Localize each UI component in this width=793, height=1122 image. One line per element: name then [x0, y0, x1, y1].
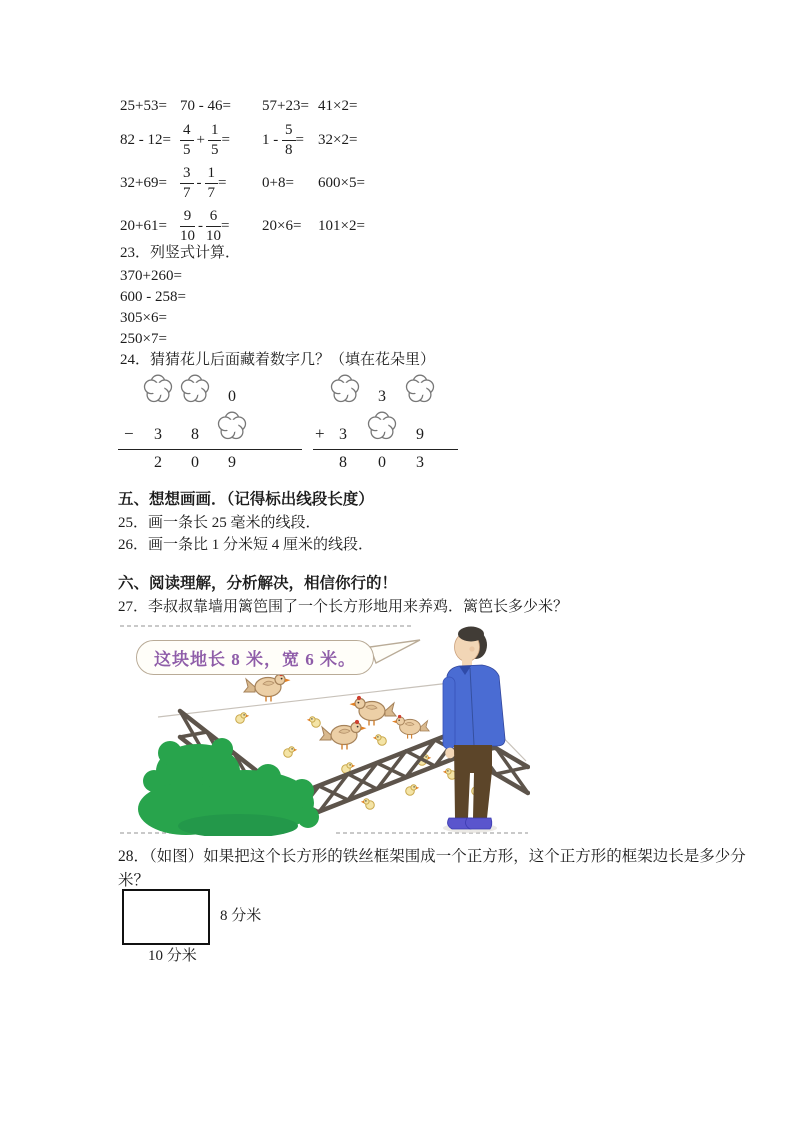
q27-text: 27．李叔叔靠墙用篱笆围了一个长方形地用来养鸡．篱笆长多少米？ [118, 599, 569, 615]
q24-addition-puzzle [313, 370, 485, 476]
sum-line [118, 449, 302, 450]
q23-item: 370+260= [120, 268, 182, 284]
q28-rectangle [122, 889, 210, 945]
puzzle-digit: 9 [416, 426, 424, 443]
puzzle-operator: + [315, 424, 325, 443]
oral-problem: 82 - 12= [120, 131, 171, 148]
oral-problem: 20+61= [120, 217, 167, 234]
puzzle-digit: 3 [154, 426, 162, 443]
person [443, 627, 505, 834]
q27-illustration [118, 621, 530, 836]
oral-row-2 [120, 118, 357, 162]
q28-text: 28．（如图）如果把这个长方形的铁丝框架围成一个正方形，这个正方形的框架边长是多少分米？ [118, 848, 746, 889]
q23-item: 305×6= [120, 310, 167, 326]
oral-problem: 600×5= [318, 174, 365, 191]
flower-icon [213, 409, 251, 443]
section6-title: 六、阅读理解，分析解决，相信你行的！ [118, 575, 398, 592]
puzzle-digit: 3 [378, 388, 386, 405]
puzzle-digit: 3 [416, 454, 424, 471]
hen-icon [244, 672, 429, 750]
sum-line [313, 449, 458, 450]
oral-problem: 70 - 46= [180, 97, 231, 114]
flower-icon [326, 372, 364, 406]
oral-problem: 57+23= [262, 97, 309, 114]
puzzle-operator: − [124, 424, 134, 443]
oral-problem-fraction: $\frac{9}{10}$ - $\frac{6}{10}$ = [180, 208, 230, 244]
q23-title: 23．列竖式计算． [120, 245, 241, 261]
oral-problem: 41×2= [318, 97, 358, 114]
flower-icon [176, 372, 214, 406]
q28-bottom-label: 10 分米 [148, 948, 197, 964]
flower-icon [401, 372, 439, 406]
oral-row-3 [120, 161, 365, 205]
oral-problem-fraction: 1 - $\frac{5}{8}$ = [262, 122, 304, 158]
oral-problem: 20×6= [262, 217, 302, 234]
q28-side-label: 8 分米 [220, 908, 262, 924]
puzzle-digit: 0 [191, 454, 199, 471]
oral-row-4 [120, 204, 365, 248]
puzzle-digit: 9 [228, 454, 236, 471]
speech-text: 这块地长 8 米，宽 6 米。 [154, 650, 356, 669]
oral-problem: 32×2= [318, 131, 358, 148]
section5-title: 五、想想画画．（记得标出线段长度） [118, 491, 374, 508]
oral-problem-fraction: $\frac{4}{5}$ + $\frac{1}{5}$ = [180, 122, 262, 158]
speech-bubble [136, 640, 374, 675]
oral-problem: 0+8= [262, 174, 294, 191]
q24-subtraction-puzzle [118, 370, 308, 476]
puzzle-digit: 8 [191, 426, 199, 443]
puzzle-digit: 2 [154, 454, 162, 471]
puzzle-digit: 0 [378, 454, 386, 471]
flower-icon [363, 409, 401, 443]
q23-item: 250×7= [120, 331, 167, 347]
oral-problem-fraction: $\frac{3}{7}$ - $\frac{1}{7}$ = [180, 165, 262, 201]
oral-problem: 25+53= [120, 97, 167, 114]
flower-icon [139, 372, 177, 406]
q23-item: 600 - 258= [120, 289, 186, 305]
oral-problem: 101×2= [318, 217, 365, 234]
puzzle-digit: 0 [228, 388, 236, 405]
puzzle-digit: 3 [339, 426, 347, 443]
oral-problem: 32+69= [120, 174, 167, 191]
q24-title: 24．猜猜花儿后面藏着数字几？（填在花朵里） [120, 352, 436, 368]
q25-text: 25．画一条长 25 毫米的线段． [118, 515, 321, 531]
q26-text: 26．画一条比 1 分米短 4 厘米的线段． [118, 537, 374, 553]
puzzle-digit: 8 [339, 454, 347, 471]
speech-bubble-tail [370, 640, 420, 663]
